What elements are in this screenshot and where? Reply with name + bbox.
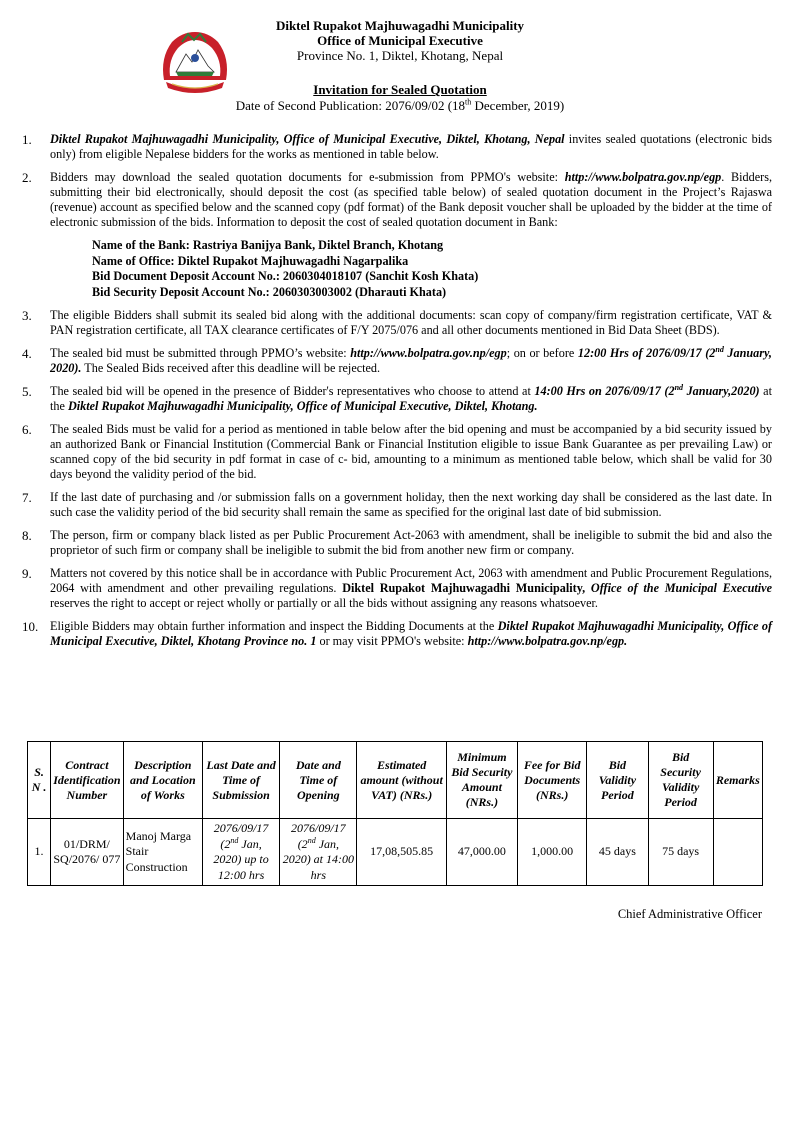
cell-sn: 1.: [28, 819, 51, 886]
cell-estimated: 17,08,505.85: [357, 819, 446, 886]
notice-item: 9. Matters not covered by this notice shall be in accordance with Public Procurement Act, 2063 with amendment and Public Procurement Regulations, 2064 with amendment and other prevailing regulations. Diktel Rupakot Majhuwagadhi Municipality, Office of the Municipal Executive reserves the right to accept or reject wholly or partially or all the bids without assigning any reasons whatsoever.: [22, 566, 772, 610]
col-submission: Last Date and Time of Submission: [202, 742, 279, 819]
cell-opening: 2076/09/17 (2nd Jan, 2020) at 14:00 hrs: [280, 819, 357, 886]
cell-description: Manoj Marga Stair Construction: [123, 819, 202, 886]
notice-title: Invitation for Sealed Quotation: [313, 82, 487, 97]
notice-item: 7. If the last date of purchasing and /or submission falls on a government holiday, then the next working day shall be considered as the last date. In such case the validity period of the bid security shall remain the same as specified for the original last date of bid submission.: [22, 490, 772, 519]
col-security-validity: Bid Security Validity Period: [648, 742, 713, 819]
cell-contract-id: 01/DRM/ SQ/2076/ 077: [51, 819, 124, 886]
notice-item: 4. The sealed bid must be submitted through PPMO’s website: http://www.bolpatra.gov.np/egp; on or before 12:00 Hrs of 2076/09/17 (2nd January, 2020). The Sealed Bids received after this deadline will be rejected.: [22, 344, 772, 375]
table-header-row: [28, 742, 763, 819]
cell-security-validity: 75 days: [648, 819, 713, 886]
col-remarks: Remarks: [713, 742, 762, 819]
notice-items: [22, 132, 772, 657]
table-row: [28, 819, 763, 886]
office-address: Province No. 1, Diktel, Khotang, Nepal: [296, 48, 504, 63]
col-fee: Fee for Bid Documents (NRs.): [518, 742, 587, 819]
notice-item: 1. Diktel Rupakot Majhuwagadhi Municipality, Office of Municipal Executive, Diktel, Khotang, Nepal invites sealed quotations (electronic bids only) from eligible Nepalese bidders for the works as mentioned in table below.: [22, 132, 772, 161]
col-estimated: Estimated amount (without VAT) (NRs.): [357, 742, 446, 819]
col-validity: Bid Validity Period: [587, 742, 648, 819]
cell-validity: 45 days: [587, 819, 648, 886]
col-contract-id: Contract Identification Number: [51, 742, 124, 819]
publication-date: Date of Second Publication: 2076/09/02 (18th December, 2019): [235, 97, 565, 113]
bid-table: [27, 741, 763, 886]
notice-item: 8. The person, firm or company black listed as per Public Procurement Act-2063 with amendment, shall be ineligible to submit the bid and also the proprietor of such firm or company shall be ineligible to submit the bid from another new firm or company.: [22, 528, 772, 557]
ppmo-link[interactable]: http://www.bolpatra.gov.np/egp: [350, 346, 507, 360]
office-name: Office of Municipal Executive: [317, 33, 483, 48]
cell-security: 47,000.00: [446, 819, 517, 886]
cell-fee: 1,000.00: [518, 819, 587, 886]
ppmo-link[interactable]: http://www.bolpatra.gov.np/egp: [564, 170, 722, 184]
cell-remarks: [713, 819, 762, 886]
notice-item: 6. The sealed Bids must be valid for a period as mentioned in table below after the bid opening and must be accompanied by a bid security issued by an authorized Bank or Financial Institution (Commercial Bank or Financial Institution eligible to issue Bank Guarantee as per prevailing Law) or scanned copy of the bid security in pdf format in case of c- bid, amounting to a minimum as mentioned table below, which shall be valid for 30 days beyond the validity period of the bid.: [22, 422, 772, 481]
municipality-name: Diktel Rupakot Majhuwagadhi Municipality: [275, 18, 525, 33]
notice-item: 3. The eligible Bidders shall submit its sealed bid along with the additional documents: scan copy of company/firm registration certificate, VAT & PAN registration certificate, all TAX clearance certificates of F/Y 2075/076 and all other documents mentioned in Bid Data Sheet (BDS).: [22, 308, 772, 337]
notice-item: 5. The sealed bid will be opened in the presence of Bidder's representatives who choose to attend at 14:00 Hrs on 2076/09/17 (2nd January,2020) at the Diktel Rupakot Majhuwagadhi Municipality, Office of Municipal Executive, Diktel, Khotang.: [22, 382, 772, 413]
cell-submission: 2076/09/17 (2nd Jan, 2020) up to 12:00 hrs: [202, 819, 279, 886]
ppmo-link[interactable]: http://www.bolpatra.gov.np/egp.: [467, 634, 628, 648]
col-security: Minimum Bid Security Amount (NRs.): [446, 742, 517, 819]
col-description: Description and Location of Works: [123, 742, 202, 819]
bank-details: Name of the Bank: Rastriya Banijya Bank, Diktel Branch, Khotang Name of Office: Diktel Rupakot Majhuwagadhi Nagarpalika Bid Document Deposit Account No.: 2060304018107 (Sanchit Kosh Khata) Bid Security Deposit Account No.: 2060303003002 (Dharauti Khata): [92, 238, 479, 299]
notice-item: 10. Eligible Bidders may obtain further information and inspect the Bidding Documents at the Diktel Rupakot Majhuwagadhi Municipality, Office of Municipal Executive, Diktel, Khotang Province no. 1 or may visit PPMO's website: http://www.bolpatra.gov.np/egp.: [22, 619, 773, 648]
notice-item: 2. Bidders may download the sealed quotation documents for e-submission from PPMO's website: http://www.bolpatra.gov.np/egp. Bidders, submitting their bid electronically, should deposit the cost (as specified table below) of sealed quotation document in the Project’s Rajaswa (revenue) account as specified below and the scanned copy (pdf format) of the Bank deposit voucher shall be uploaded by the bidder at the time of electronic submission of the bids. Information to deposit the cost of sealed quotation document in Bank: Name of the Bank: Rastriya Banijya Bank, Diktel Branch, Khotang Name of Office: Diktel Rupakot Majhuwagadhi Nagarpalika Bid Document Deposit Account No.: 2060304018107 (Sanchit Kosh Khata) Bid Security Deposit Account No.: 2060303003002 (Dharauti Khata): [22, 170, 772, 299]
signature: Chief Administrative Officer: [617, 907, 762, 921]
col-opening: Date and Time of Opening: [280, 742, 357, 819]
col-sn: S. N .: [28, 742, 51, 819]
